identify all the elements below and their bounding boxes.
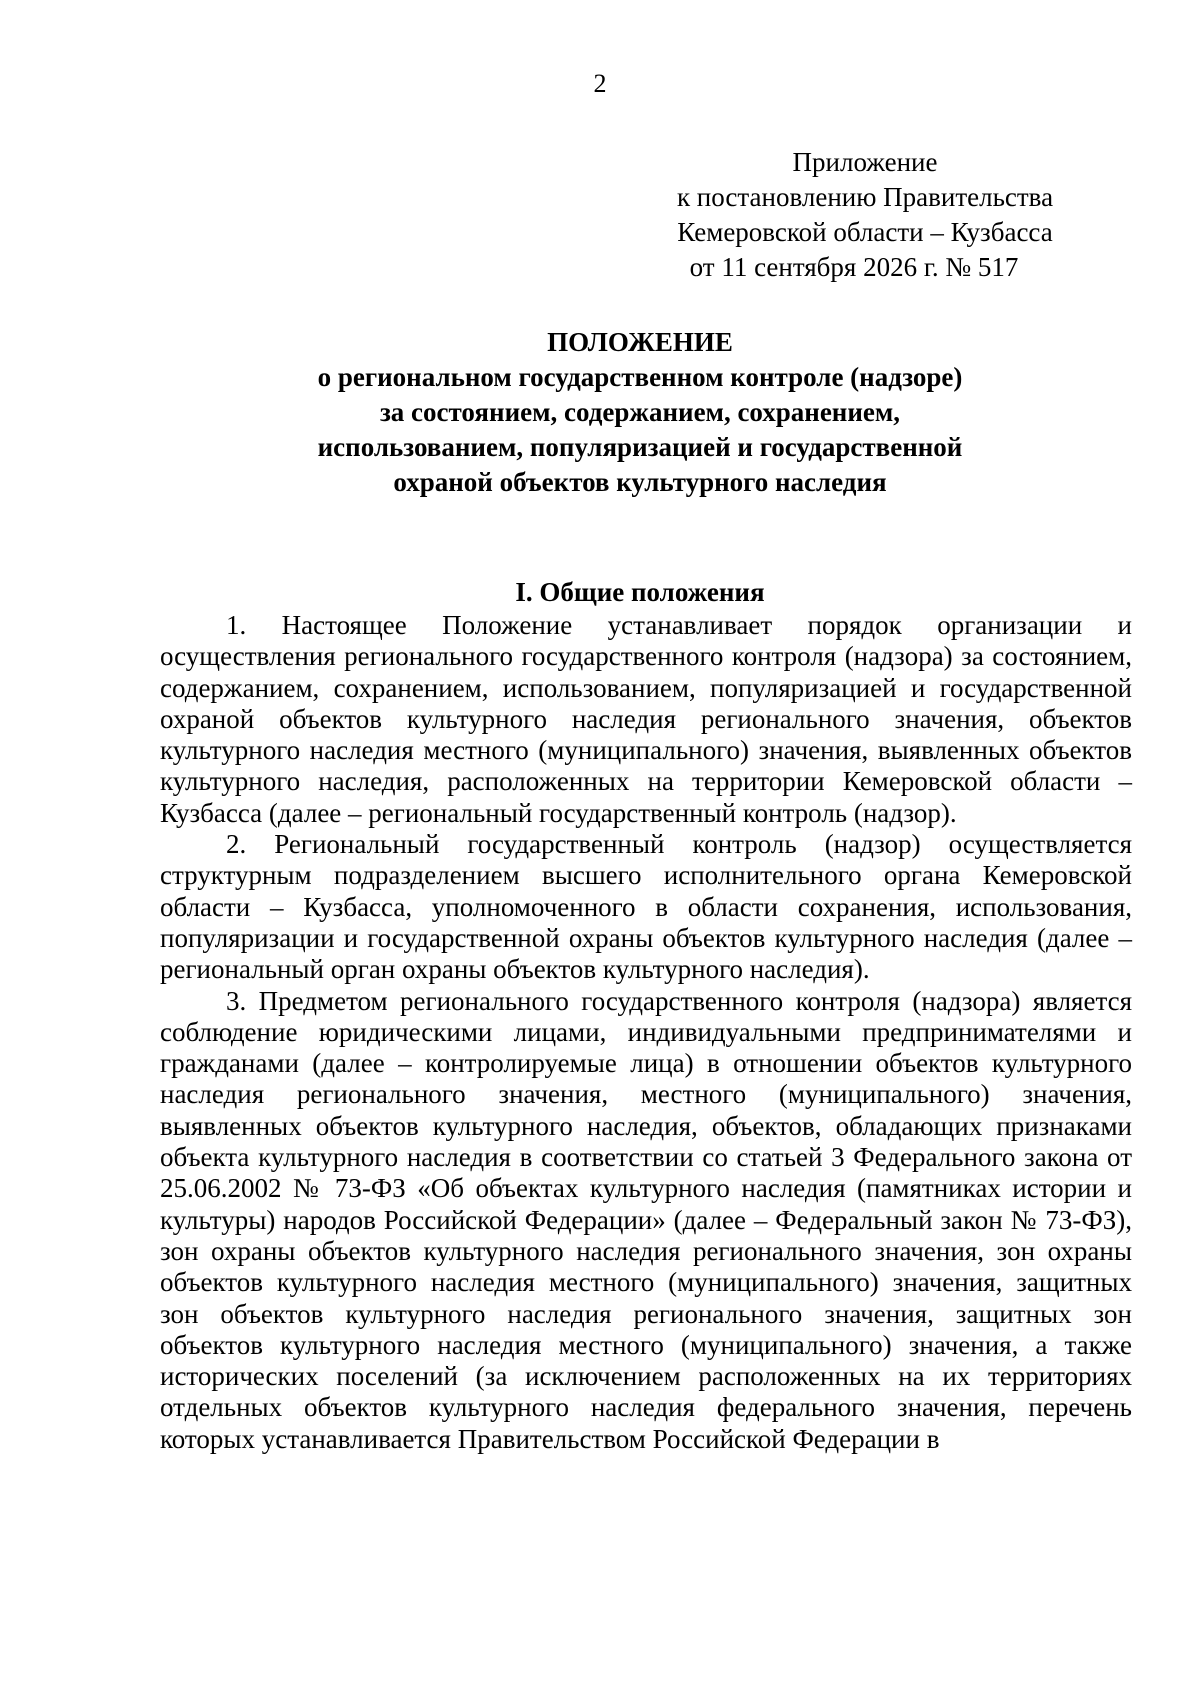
paragraph-3: 3. Предметом регионального государственного контроля (надзора) является соблюдение юридическими лицами, индивидуальными предпринимателями и гражданами (далее – контролируемые лица) в отношении объектов культурного наследия регионального значения, местного (муниципального) значения, выявленных объектов культурного наследия, объектов, обладающих признаками объекта культурного наследия в соответствии со статьей 3 Федерального закона от 25.06.2002 № 73-ФЗ «Об объектах культурного наследия (памятниках истории и культуры) народов Российской Федерации» (далее – Федеральный закон № 73-ФЗ), зон охраны объектов культурного наследия регионального значения, зон охраны объектов культурного наследия местного (муниципального) значения, защитных зон объектов культурного наследия регионального значения, защитных зон объектов культурного наследия местного (муниципального) значения, а также исторических поселений (за исключением расположенных на их территориях отдельных объектов культурного наследия федерального значения, перечень которых устанавливается Правительством Российской Федерации в <box>160 985 1132 1454</box>
document-title <box>160 325 1120 500</box>
title-line: охраной объектов культурного наследия <box>393 467 887 497</box>
page-number: 2 <box>593 69 607 98</box>
appendix-line: Приложение <box>792 147 938 177</box>
section-heading: I. Общие положения <box>515 577 765 607</box>
title-line: ПОЛОЖЕНИЕ <box>547 327 733 357</box>
title-line: использованием, популяризацией и государственной <box>317 432 963 462</box>
paragraph-1: 1. Настоящее Положение устанавливает порядок организации и осуществления регионального государственного контроля (надзора) за состоянием, содержанием, сохранением, использованием, популяризацией и государственной охраной объектов культурного наследия регионального значения, объектов культурного наследия местного (муниципального) значения, выявленных объектов культурного наследия, расположенных на территории Кемеровской области – Кузбасса (далее – региональный государственный контроль (надзор). <box>160 610 1132 828</box>
title-line: за состоянием, содержанием, сохранением, <box>379 397 901 427</box>
paragraph-2: 2. Региональный государственный контроль (надзор) осуществляется структурным подразделением высшего исполнительного органа Кемеровской области – Кузбасса, уполномоченного в области сохранения, использования, популяризации и государственной охраны объектов культурного наследия (далее – региональный орган охраны объектов культурного наследия). <box>160 829 1132 985</box>
body-text <box>160 610 1132 1455</box>
appendix-line: к постановлению Правительства <box>676 182 1054 212</box>
appendix-line: от 11 сентября 2026 г. № 517 <box>689 252 1019 282</box>
appendix-block <box>640 145 1090 285</box>
appendix-line: Кемеровской области – Кузбасса <box>677 217 1053 247</box>
title-line: о региональном государственном контроле (надзоре) <box>317 362 963 392</box>
